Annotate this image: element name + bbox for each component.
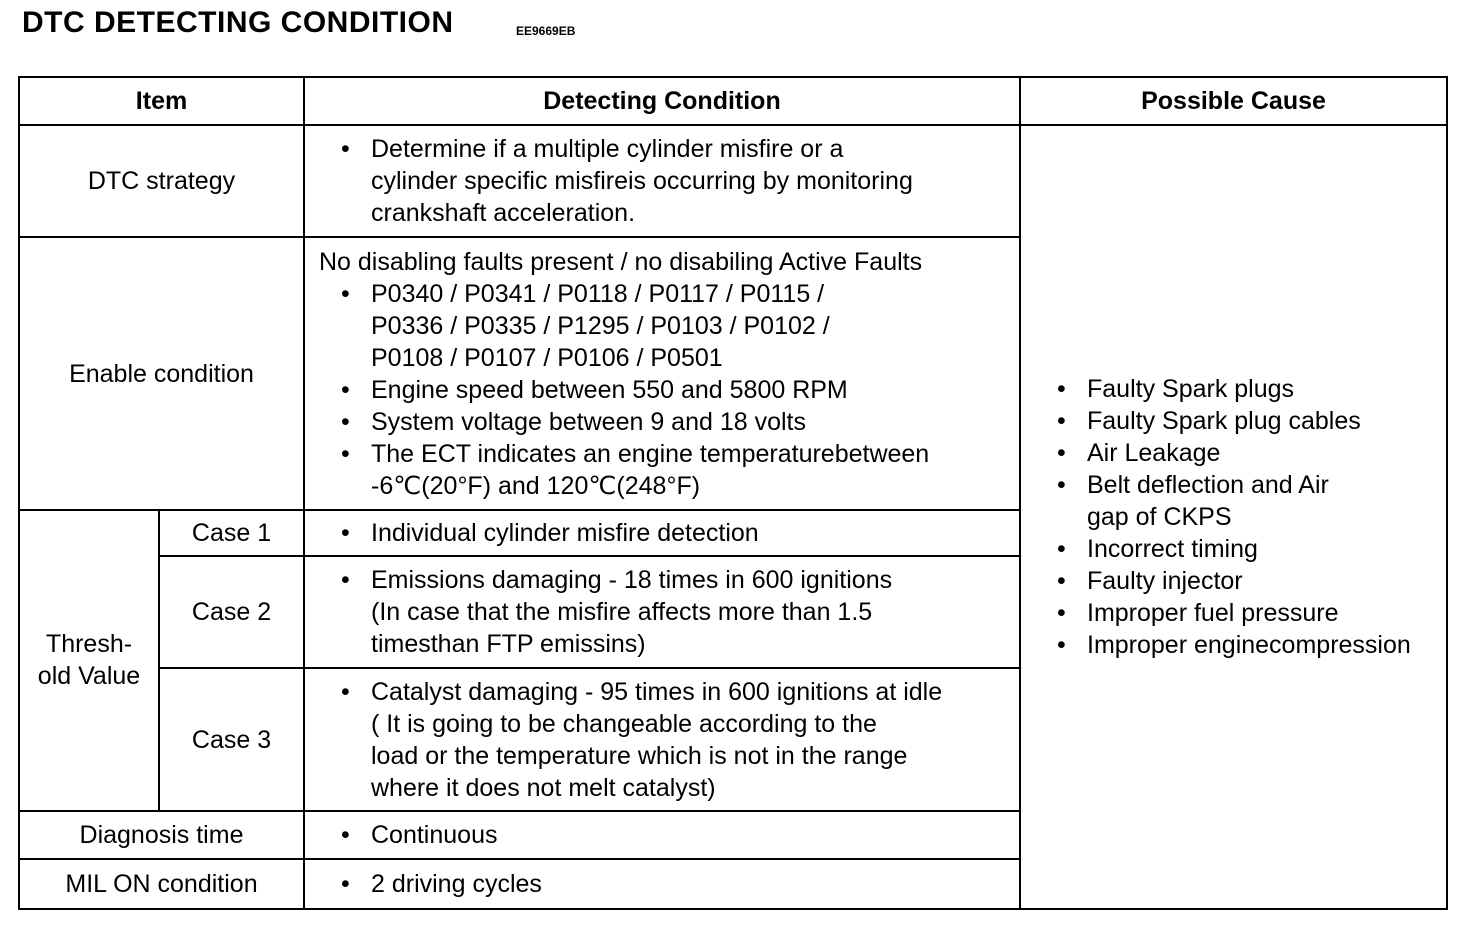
header-row xyxy=(19,77,1447,125)
bullet-icon: • xyxy=(341,407,350,436)
cause-item: • Improper fuel pressure xyxy=(1057,599,1339,628)
item-diagnosis-time: Diagnosis time xyxy=(19,811,304,859)
document-code: EE9669EB xyxy=(516,24,576,38)
row-dtc-strategy xyxy=(19,125,1447,237)
bullet-icon: • xyxy=(341,820,350,849)
bullet-icon: • xyxy=(341,279,350,308)
condition-case-2 xyxy=(304,556,1020,668)
bullet-icon: • xyxy=(1057,567,1066,596)
list-item: • Continuous xyxy=(341,820,498,849)
list-item: • Emissions damaging - 18 times in 600 ignitions (In case that the misfire affects more than 1.5 timesthan FTP emissins) xyxy=(341,566,893,659)
dtc-table xyxy=(18,76,1448,910)
cause-item: • Faulty injector xyxy=(1057,567,1243,596)
case-1-label: Case 1 xyxy=(159,510,304,556)
header-condition: Detecting Condition xyxy=(304,77,1020,125)
item-mil-on-condition: MIL ON condition xyxy=(19,859,304,909)
condition-case-1 xyxy=(304,510,1020,556)
condition-enable xyxy=(304,237,1020,510)
bullet-icon: • xyxy=(1057,631,1066,660)
list-item: • Individual cylinder misfire detection xyxy=(341,519,759,548)
bullet-icon: • xyxy=(341,439,350,468)
cause-item: • Incorrect timing xyxy=(1057,535,1258,564)
case-3-label: Case 3 xyxy=(159,668,304,810)
cause-item: • Air Leakage xyxy=(1057,439,1221,468)
condition-diagnosis-time xyxy=(304,811,1020,859)
bullet-icon: • xyxy=(1057,471,1066,500)
item-threshold-value: Thresh- old Value xyxy=(19,510,159,811)
header-item: Item xyxy=(19,77,304,125)
list-item: • The ECT indicates an engine temperaturebetween -6℃(20°F) and 120℃(248°F) xyxy=(341,439,930,500)
bullet-icon: • xyxy=(1057,535,1066,564)
list-item: • P0340 / P0341 / P0118 / P0117 / P0115 / P0336 / P0335 / P1295 / P0103 / P0102 / P0108 / P0107 / P0106 / P0501 xyxy=(341,279,830,372)
bullet-icon: • xyxy=(341,375,350,404)
cause-item: • Improper enginecompression xyxy=(1057,631,1411,660)
bullet-icon: • xyxy=(341,869,350,898)
bullet-icon: • xyxy=(341,566,350,595)
item-enable-condition: Enable condition xyxy=(19,237,304,510)
condition-case-3 xyxy=(304,668,1020,810)
bullet-icon: • xyxy=(1057,439,1066,468)
enable-intro: No disabling faults present / no disabiling Active Faults xyxy=(319,247,923,276)
list-item: • 2 driving cycles xyxy=(341,869,542,898)
list-item: • Catalyst damaging - 95 times in 600 ignitions at idle ( It is going to be changeable according to the load or the temperature which is not in the range where it does not melt catalyst) xyxy=(341,677,943,802)
cause-list xyxy=(1031,373,1442,661)
list-item: • System voltage between 9 and 18 volts xyxy=(341,407,806,436)
possible-cause-cell xyxy=(1020,125,1447,909)
list-item: • Determine if a multiple cylinder misfire or a cylinder specific misfireis occurring by monitoring crankshaft acceleration. xyxy=(341,135,913,228)
item-dtc-strategy: DTC strategy xyxy=(19,125,304,237)
header-cause: Possible Cause xyxy=(1020,77,1447,125)
bullet-icon: • xyxy=(1057,375,1066,404)
case-2-label: Case 2 xyxy=(159,556,304,668)
bullet-icon: • xyxy=(341,519,350,548)
cause-item: • Faulty Spark plugs xyxy=(1057,375,1295,404)
bullet-icon: • xyxy=(341,677,350,706)
page-title: DTC DETECTING CONDITION xyxy=(22,6,454,39)
condition-dtc-strategy xyxy=(304,125,1020,237)
list-item: • Engine speed between 550 and 5800 RPM xyxy=(341,375,848,404)
condition-mil-on xyxy=(304,859,1020,909)
cause-item: • Belt deflection and Air gap of CKPS xyxy=(1057,471,1329,532)
bullet-icon: • xyxy=(341,135,350,164)
cause-item: • Faulty Spark plug cables xyxy=(1057,407,1361,436)
bullet-icon: • xyxy=(1057,599,1066,628)
bullet-icon: • xyxy=(1057,407,1066,436)
